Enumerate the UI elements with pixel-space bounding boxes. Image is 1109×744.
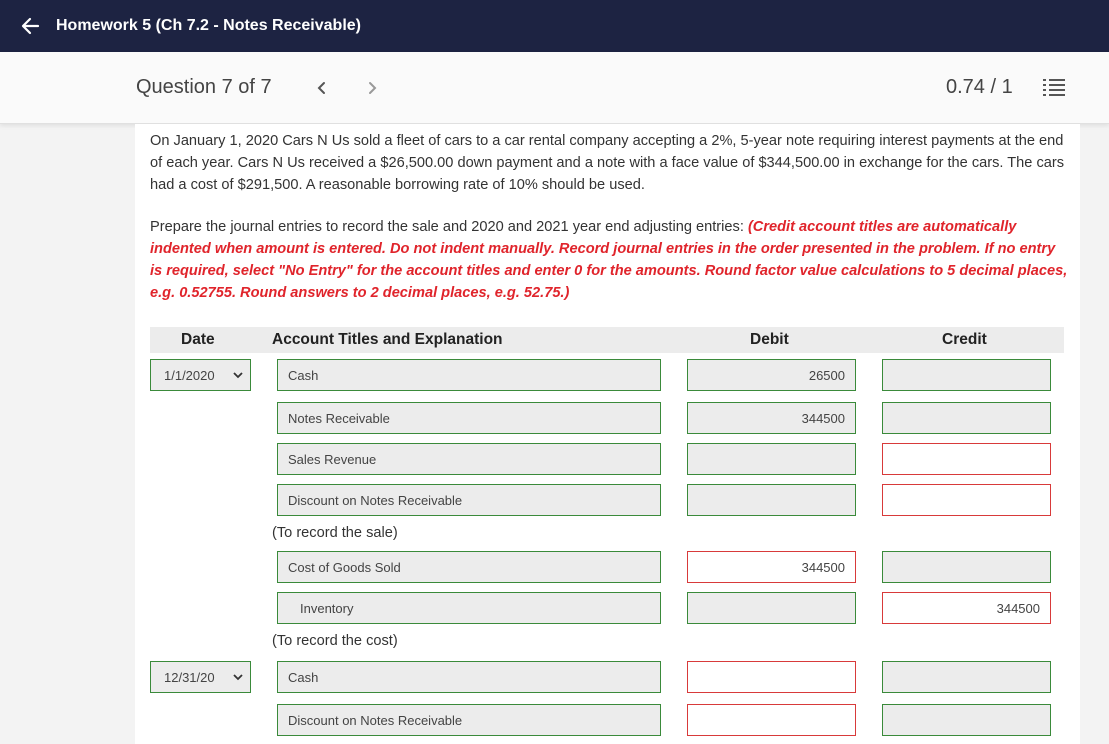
instructions-emphasis: (Credit account titles are automatically indented when amount is entered. Do not indent manually. Record journal entries in the order presented in the problem. If no entry is required, select "No Entry" for the account titles and enter 0 for the amounts. Round factor value calculations to 5 decimal places, e.g. 0.52755. Round answers to 2 decimal places, e.g. 52.75.) bbox=[150, 219, 1068, 301]
chevron-left-icon[interactable] bbox=[309, 76, 333, 100]
date-select[interactable] bbox=[150, 359, 251, 391]
question-content bbox=[135, 124, 1080, 744]
credit-field[interactable] bbox=[882, 704, 1051, 736]
account-field[interactable]: Discount on Notes Receivable bbox=[277, 704, 661, 736]
credit-header: Credit bbox=[942, 331, 987, 348]
credit-field[interactable] bbox=[882, 402, 1051, 434]
debit-field[interactable] bbox=[687, 443, 856, 475]
account-field[interactable]: Discount on Notes Receivable bbox=[277, 484, 661, 516]
assignment-title: Homework 5 (Ch 7.2 - Notes Receivable) bbox=[56, 17, 361, 34]
table-header bbox=[150, 327, 1064, 353]
credit-field[interactable] bbox=[882, 484, 1051, 516]
back-arrow-icon[interactable] bbox=[10, 0, 50, 52]
instructions bbox=[150, 216, 1070, 304]
date-value: 1/1/2020 bbox=[164, 367, 215, 383]
question-bar bbox=[0, 52, 1109, 124]
date-header: Date bbox=[181, 331, 215, 348]
account-field[interactable]: Sales Revenue bbox=[277, 443, 661, 475]
debit-field[interactable] bbox=[687, 484, 856, 516]
account-field[interactable]: Cash bbox=[277, 661, 661, 693]
chevron-down-icon bbox=[232, 369, 244, 381]
account-field[interactable]: Cost of Goods Sold bbox=[277, 551, 661, 583]
account-field[interactable]: Inventory bbox=[277, 592, 661, 624]
credit-field[interactable] bbox=[882, 661, 1051, 693]
debit-field[interactable]: 344500 bbox=[687, 551, 856, 583]
memo-cost: (To record the cost) bbox=[272, 633, 398, 649]
credit-field[interactable] bbox=[882, 443, 1051, 475]
question-list-icon[interactable] bbox=[1043, 77, 1067, 99]
top-bar bbox=[0, 0, 1109, 52]
debit-field[interactable]: 344500 bbox=[687, 402, 856, 434]
credit-field[interactable]: 344500 bbox=[882, 592, 1051, 624]
debit-field[interactable] bbox=[687, 661, 856, 693]
debit-field[interactable] bbox=[687, 592, 856, 624]
instructions-prefix: Prepare the journal entries to record the sale and 2020 and 2021 year end adjusting entries: bbox=[150, 219, 748, 235]
date-select[interactable] bbox=[150, 661, 251, 693]
problem-text: On January 1, 2020 Cars N Us sold a fleet of cars to a car rental company accepting a 2%, 5-year note requiring interest payments at the end of each year. Cars N Us received a $26,500.00 down payment and a note with a face value of $344,500.00 in exchange for the cars. The cars had a cost of $291,500. A reasonable borrowing rate of 10% should be used. bbox=[150, 133, 1065, 193]
credit-field[interactable] bbox=[882, 551, 1051, 583]
debit-field[interactable]: 26500 bbox=[687, 359, 856, 391]
date-value: 12/31/20 bbox=[164, 669, 215, 685]
debit-header: Debit bbox=[750, 331, 789, 348]
score-display: 0.74 / 1 bbox=[946, 76, 1013, 98]
account-field[interactable]: Notes Receivable bbox=[277, 402, 661, 434]
chevron-down-icon bbox=[232, 671, 244, 683]
debit-field[interactable] bbox=[687, 704, 856, 736]
question-label: Question 7 of 7 bbox=[136, 76, 272, 98]
chevron-right-icon[interactable] bbox=[361, 76, 385, 100]
memo-sale: (To record the sale) bbox=[272, 525, 398, 541]
account-field[interactable]: Cash bbox=[277, 359, 661, 391]
account-header: Account Titles and Explanation bbox=[272, 331, 503, 348]
credit-field[interactable] bbox=[882, 359, 1051, 391]
